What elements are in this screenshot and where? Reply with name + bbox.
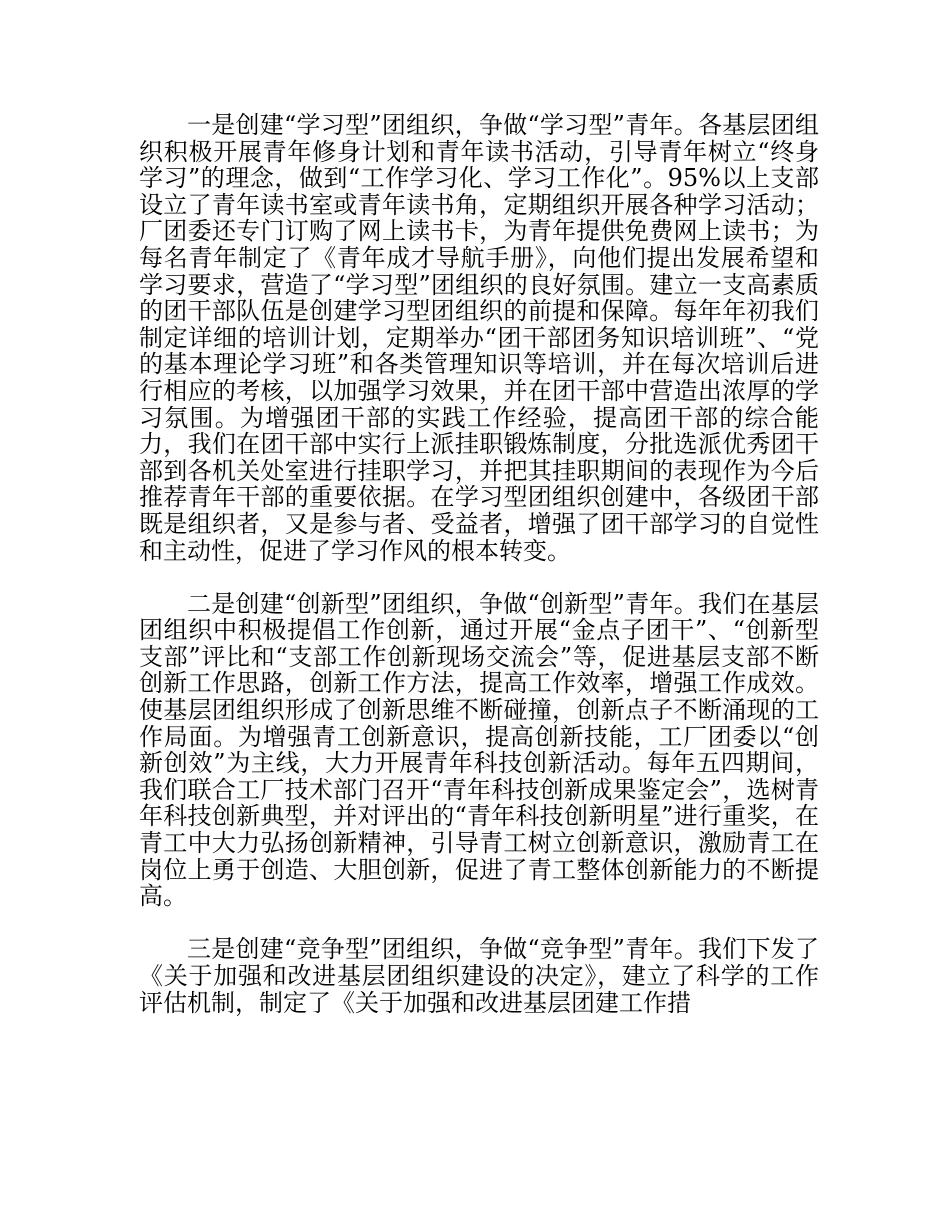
paragraph-learning-type: 一是创建“学习型”团组织，争做“学习型”青年。各基层团组织积极开展青年修身计划和青年读书活动，引导青年树立“终身学习”的理念，做到“工作学习化、学习工作化”。95%以上支部设立了青年读书室或青年读书角，定期组织开展各种学习活动；厂团委还专门订购了网上读书卡，为青年提供免费网上读书；为每名青年制定了《青年成才导航手册》，向他们提出发展希望和学习要求，营造了“学习型”团组织的良好氛围。建立一支高素质的团干部队伍是创建学习型团组织的前提和保障。每年年初我们制定详细的培训计划，定期举办“团干部团务知识培训班”、“党的基本理论学习班”和各类管理知识等培训，并在每次培训后进行相应的考核，以加强学习效果，并在团干部中营造出浓厚的学习氛围。为增强团干部的实践工作经验，提高团干部的综合能力，我们在团干部中实行上派挂职锻炼制度，分批选派优秀团干部到各机关处室进行挂职学习，并把其挂职期间的表现作为今后推荐青年干部的重要依据。在学习型团组织创建中，各级团干部既是组织者，又是参与者、受益者，增强了团干部学习的自觉性和主动性，促进了学习作风的根本转变。	[139, 111, 819, 565]
paragraph-competition-type: 三是创建“竞争型”团组织，争做“竞争型”青年。我们下发了《关于加强和改进基层团组织建设的决定》，建立了科学的工作评估机制，制定了《关于加强和改进基层团建工作措	[139, 935, 819, 1017]
document-body	[139, 112, 819, 1043]
paragraph-innovation-type: 二是创建“创新型”团组织，争做“创新型”青年。我们在基层团组织中积极提倡工作创新，通过开展“金点子团干”、“创新型支部”评比和“支部工作创新现场交流会”等，促进基层支部不断创新工作思路，创新工作方法，提高工作效率，增强工作成效。使基层团组织形成了创新思维不断碰撞，创新点子不断涌现的工作局面。为增强青工创新意识，提高创新技能，工厂团委以“创新创效”为主线，大力开展青年科技创新活动。每年五四期间，我们联合工厂技术部门召开“青年科技创新成果鉴定会”，选树青年科技创新典型，并对评出的“青年科技创新明星”进行重奖，在青工中大力弘扬创新精神，引导青工树立创新意识，激励青工在岗位上勇于创造、大胆创新，促进了青工整体创新能力的不断提高。	[139, 589, 819, 911]
